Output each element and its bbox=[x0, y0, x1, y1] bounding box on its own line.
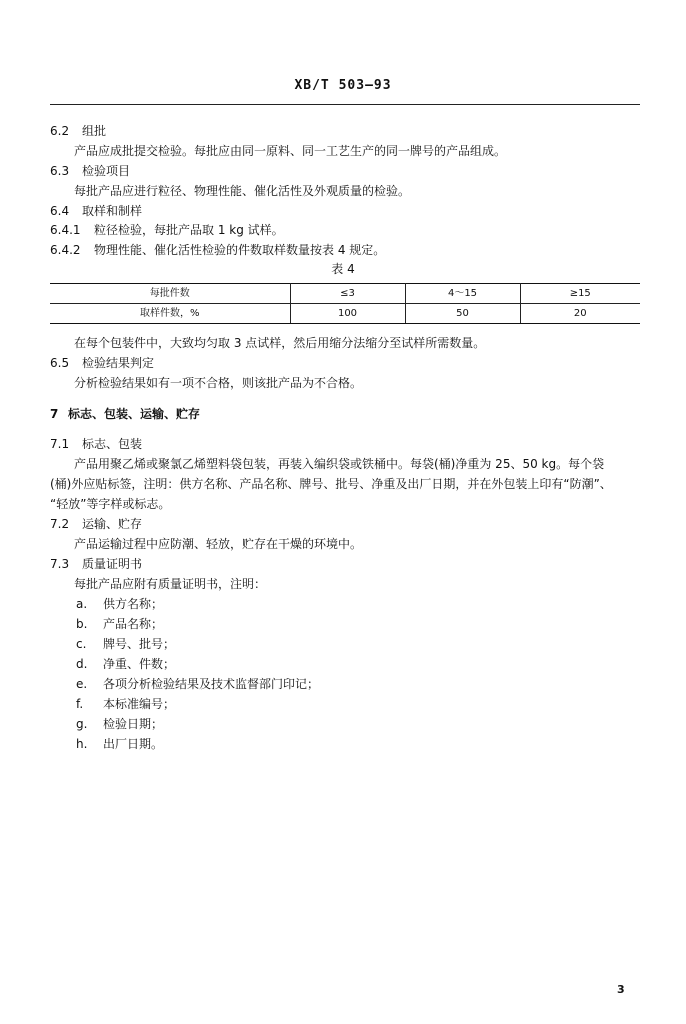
list-item: 净重、件数； bbox=[103, 657, 176, 671]
page-number: 3 bbox=[617, 983, 625, 996]
sampling-table bbox=[50, 283, 640, 324]
section-number-6-5: 6.5 bbox=[50, 356, 70, 370]
list-item: 供方名称； bbox=[103, 597, 164, 611]
table-row bbox=[50, 304, 640, 324]
section-title-7-1: 标志、包装 bbox=[82, 437, 143, 451]
list-item-mark: e. bbox=[76, 677, 88, 691]
list-item: 产品名称； bbox=[103, 617, 164, 631]
section-body-6-3: 每批产品应进行粒径、物理性能、催化活性及外观质量的检验。 bbox=[74, 184, 411, 198]
section-body-6-4-1: 粒径检验，每批产品取 1 kg 试样。 bbox=[94, 223, 284, 237]
section-intro-7-3: 每批产品应附有质量证明书，注明： bbox=[74, 577, 267, 591]
table-cell: 100 bbox=[290, 304, 405, 324]
section-title-6-2: 组批 bbox=[82, 124, 107, 138]
section-number-6-4-1: 6.4.1 bbox=[50, 223, 81, 237]
list-item-mark: c. bbox=[76, 637, 87, 651]
section-title-6-5: 检验结果判定 bbox=[82, 356, 155, 370]
table-cell: 20 bbox=[520, 304, 640, 324]
section-title-6-4: 取样和制样 bbox=[82, 204, 143, 218]
section-number-6-4: 6.4 bbox=[50, 204, 70, 218]
table-caption: 表 4 bbox=[331, 262, 355, 276]
list-item-mark: b. bbox=[76, 617, 88, 631]
section-body-6-2: 产品应成批提交检验。每批应由同一原料、同一工艺生产的同一牌号的产品组成。 bbox=[74, 144, 507, 158]
section-number-6-2: 6.2 bbox=[50, 124, 70, 138]
section-number-7-2: 7.2 bbox=[50, 517, 70, 531]
section-title-6-3: 检验项目 bbox=[82, 164, 131, 178]
section-number-6-4-2: 6.4.2 bbox=[50, 243, 81, 257]
list-item: 各项分析检验结果及技术监督部门印记； bbox=[103, 677, 320, 691]
chapter-title-7: 标志、包装、运输、贮存 bbox=[68, 407, 201, 421]
table-cell: 取样件数，% bbox=[50, 304, 290, 324]
list-item: 本标准编号； bbox=[103, 697, 176, 711]
table-header-cell: 每批件数 bbox=[50, 284, 290, 304]
table-row bbox=[50, 284, 640, 304]
chapter-number-7: 7 bbox=[50, 407, 59, 421]
list-item-mark: h. bbox=[76, 737, 88, 751]
table-header-cell: ≤3 bbox=[290, 284, 405, 304]
section-title-7-2: 运输、贮存 bbox=[82, 517, 143, 531]
list-item-mark: f. bbox=[76, 697, 84, 711]
list-item: 牌号、批号； bbox=[103, 637, 176, 651]
section-number-7-3: 7.3 bbox=[50, 557, 70, 571]
table-header-cell: 4～15 bbox=[405, 284, 520, 304]
standard-code-header: XB/T 503—93 bbox=[294, 78, 392, 93]
section-number-6-3: 6.3 bbox=[50, 164, 70, 178]
section-title-7-3: 质量证明书 bbox=[82, 557, 143, 571]
section-body-6-4-2: 物理性能、催化活性检验的件数取样数量按表 4 规定。 bbox=[94, 243, 386, 257]
list-item: 检验日期； bbox=[103, 717, 164, 731]
section-number-7-1: 7.1 bbox=[50, 437, 70, 451]
header-rule bbox=[50, 104, 640, 105]
section-body-7-1-line: (桶)外应贴标签，注明：供方名称、产品名称、牌号、批号、净重及出厂日期，并在外包装上印有“防潮”、 bbox=[50, 477, 612, 491]
list-item-mark: a. bbox=[76, 597, 88, 611]
table-cell: 50 bbox=[405, 304, 520, 324]
section-body-6-5: 分析检验结果如有一项不合格，则该批产品为不合格。 bbox=[74, 376, 363, 390]
after-table-text: 在每个包装件中，大致均匀取 3 点试样，然后用缩分法缩分至试样所需数量。 bbox=[74, 336, 486, 350]
section-body-7-2: 产品运输过程中应防潮、轻放，贮存在干燥的环境中。 bbox=[74, 537, 363, 551]
table-header-cell: ≥15 bbox=[520, 284, 640, 304]
list-item-mark: g. bbox=[76, 717, 88, 731]
list-item-mark: d. bbox=[76, 657, 88, 671]
section-body-7-1-line: “轻放”等字样或标志。 bbox=[50, 497, 171, 511]
section-body-7-1-line: 产品用聚乙烯或聚氯乙烯塑料袋包装，再装入编织袋或铁桶中。每袋(桶)净重为 25、50 kg。每个袋 bbox=[74, 457, 605, 471]
list-item: 出厂日期。 bbox=[103, 737, 164, 751]
